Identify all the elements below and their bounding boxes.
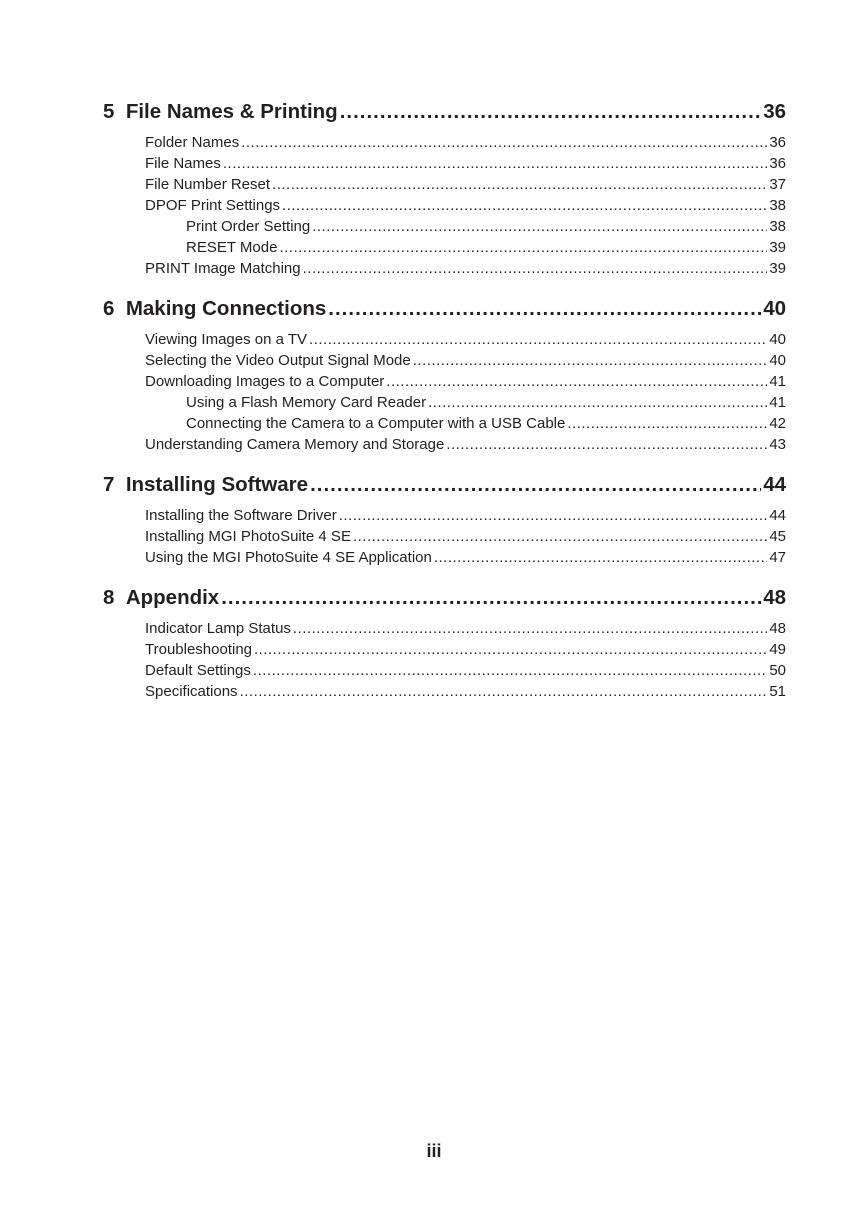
dot-leader: [254, 639, 767, 660]
entry-page-number: 43: [769, 436, 786, 453]
entry-title: Installing the Software Driver: [145, 507, 337, 524]
chapter-number: 7: [103, 473, 115, 496]
dot-leader: [328, 295, 761, 323]
toc-entry[interactable]: [103, 350, 786, 371]
dot-leader: [303, 258, 768, 279]
entry-page-number: 40: [769, 352, 786, 369]
entry-page-number: 41: [769, 394, 786, 411]
entry-page-number: 51: [769, 683, 786, 700]
toc-entry[interactable]: [103, 329, 786, 350]
entry-title: Print Order Setting: [186, 218, 311, 235]
dot-leader: [434, 547, 767, 568]
entry-page-number: 49: [769, 641, 786, 658]
entry-title: File Names: [145, 155, 221, 172]
entry-page-number: 41: [769, 373, 786, 390]
entry-title: Indicator Lamp Status: [145, 620, 291, 637]
dot-leader: [353, 526, 767, 547]
entry-page-number: 45: [769, 528, 786, 545]
chapter-page-number: 40: [763, 297, 786, 320]
entry-title: File Number Reset: [145, 176, 271, 193]
dot-leader: [282, 195, 767, 216]
entry-title: DPOF Print Settings: [145, 197, 281, 214]
entry-page-number: 39: [769, 260, 786, 277]
entry-page-number: 37: [769, 176, 786, 193]
toc-entry[interactable]: [103, 526, 786, 547]
table-of-contents: [103, 98, 786, 718]
entry-title: RESET Mode: [186, 239, 278, 256]
chapter-heading[interactable]: [103, 471, 786, 499]
toc-entry[interactable]: [103, 371, 786, 392]
entry-page-number: 50: [769, 662, 786, 679]
entry-title: Downloading Images to a Computer: [145, 373, 385, 390]
entry-title: Troubleshooting: [145, 641, 253, 658]
toc-entry[interactable]: [103, 618, 786, 639]
toc-subentry[interactable]: [103, 216, 786, 237]
chapter-title: Making Connections: [125, 297, 327, 320]
chapter-number: 6: [103, 297, 115, 320]
toc-chapter: [103, 98, 786, 279]
entry-title: Using the MGI PhotoSuite 4 SE Application: [145, 549, 432, 566]
dot-leader: [221, 584, 761, 612]
dot-leader: [309, 329, 767, 350]
toc-entry[interactable]: [103, 660, 786, 681]
entry-title: Specifications: [145, 683, 238, 700]
toc-entry[interactable]: [103, 434, 786, 455]
page-number-footer: iii: [426, 1141, 442, 1161]
dot-leader: [446, 434, 767, 455]
entry-title: Default Settings: [145, 662, 251, 679]
dot-leader: [312, 216, 767, 237]
toc-subentry[interactable]: [103, 392, 786, 413]
entry-title: Understanding Camera Memory and Storage: [145, 436, 445, 453]
toc-entry[interactable]: [103, 639, 786, 660]
chapter-title: Installing Software: [125, 473, 309, 496]
entry-page-number: 36: [769, 134, 786, 151]
dot-leader: [253, 660, 767, 681]
toc-entry[interactable]: [103, 153, 786, 174]
entry-title: Selecting the Video Output Signal Mode: [145, 352, 411, 369]
chapter-title: Appendix: [125, 586, 220, 609]
chapter-page-number: 48: [763, 586, 786, 609]
toc-entry[interactable]: [103, 681, 786, 702]
dot-leader: [310, 471, 761, 499]
toc-entry[interactable]: [103, 132, 786, 153]
toc-entry[interactable]: [103, 195, 786, 216]
toc-entry[interactable]: [103, 547, 786, 568]
toc-entry[interactable]: [103, 174, 786, 195]
entry-page-number: 38: [769, 218, 786, 235]
dot-leader: [240, 681, 768, 702]
dot-leader: [340, 98, 761, 126]
entry-page-number: 38: [769, 197, 786, 214]
chapter-heading[interactable]: [103, 584, 786, 612]
dot-leader: [339, 505, 768, 526]
dot-leader: [279, 237, 767, 258]
chapter-number: 5: [103, 100, 115, 123]
entry-page-number: 40: [769, 331, 786, 348]
entry-title: Viewing Images on a TV: [145, 331, 308, 348]
entry-page-number: 42: [769, 415, 786, 432]
dot-leader: [413, 350, 768, 371]
dot-leader: [293, 618, 767, 639]
entry-page-number: 39: [769, 239, 786, 256]
toc-subentry[interactable]: [103, 237, 786, 258]
dot-leader: [428, 392, 767, 413]
chapter-heading[interactable]: [103, 98, 786, 126]
entry-page-number: 47: [769, 549, 786, 566]
toc-chapter: [103, 295, 786, 455]
chapter-page-number: 44: [763, 473, 786, 496]
entry-title: Using a Flash Memory Card Reader: [186, 394, 427, 411]
toc-chapter: [103, 584, 786, 702]
chapter-page-number: 36: [763, 100, 786, 123]
chapter-title: File Names & Printing: [125, 100, 338, 123]
entry-title: PRINT Image Matching: [145, 260, 301, 277]
dot-leader: [223, 153, 767, 174]
dot-leader: [386, 371, 767, 392]
dot-leader: [567, 413, 767, 434]
toc-entry[interactable]: [103, 505, 786, 526]
toc-chapter: [103, 471, 786, 568]
entry-title: Installing MGI PhotoSuite 4 SE: [145, 528, 351, 545]
dot-leader: [241, 132, 767, 153]
toc-subentry[interactable]: [103, 413, 786, 434]
entry-title: Folder Names: [145, 134, 240, 151]
dot-leader: [272, 174, 767, 195]
chapter-heading[interactable]: [103, 295, 786, 323]
entry-title: Connecting the Camera to a Computer with a USB Cable: [186, 415, 566, 432]
toc-entry[interactable]: [103, 258, 786, 279]
entry-page-number: 36: [769, 155, 786, 172]
entry-page-number: 44: [769, 507, 786, 524]
chapter-number: 8: [103, 586, 115, 609]
entry-page-number: 48: [769, 620, 786, 637]
